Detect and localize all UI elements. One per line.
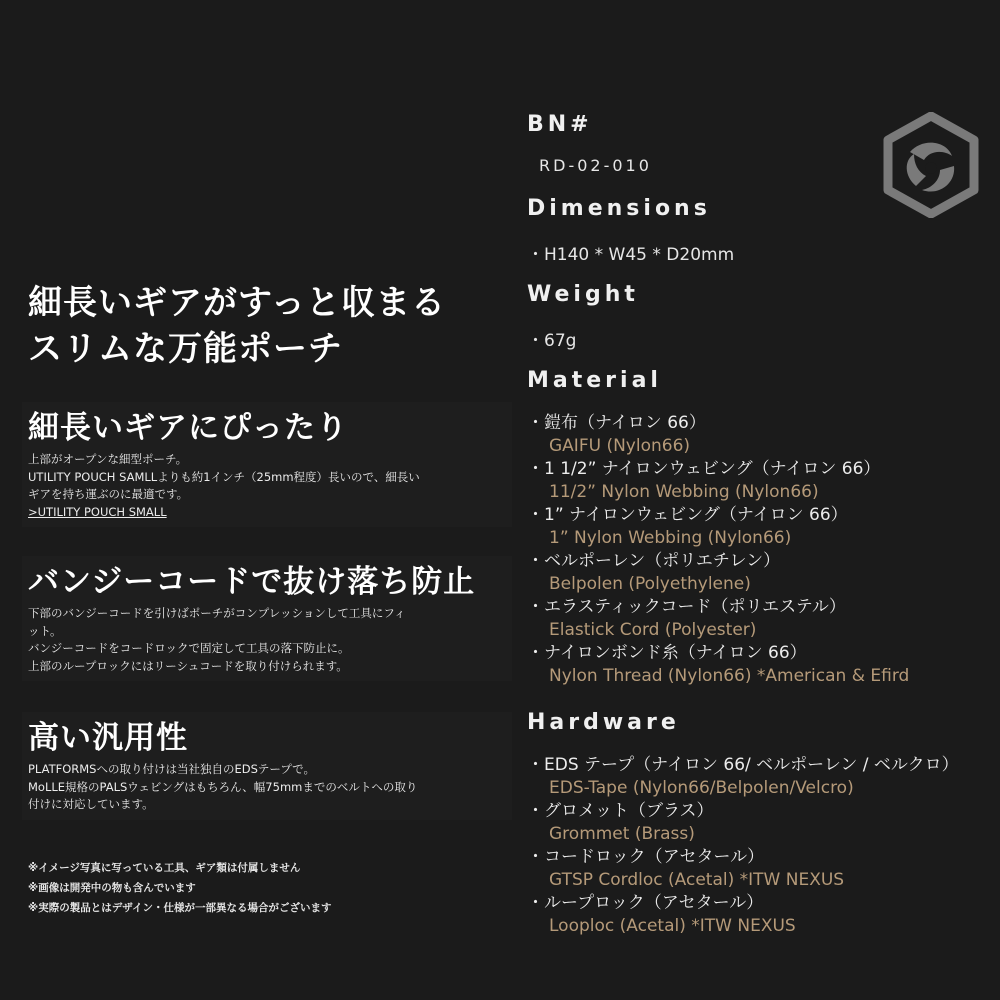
material-item (527, 550, 987, 596)
disclaimer-notes (28, 858, 331, 918)
material-en: Belpolen (Polyethylene) (549, 574, 751, 594)
body-line: MoLLE規格のPALSウェビングはもちろん、幅75mmまでのベルトへの取り (28, 779, 418, 794)
hardware-en: Grommet (Brass) (549, 824, 695, 844)
hardware-jp: ・グロメット（ブラス） (527, 801, 714, 821)
material-jp: ・鎧布（ナイロン 66） (527, 413, 706, 433)
spec-column (527, 108, 987, 938)
material-en: Elastick Cord (Polyester) (549, 620, 757, 640)
section-body (28, 605, 506, 675)
hardware-item (527, 754, 987, 800)
weight-heading: Weight (527, 282, 639, 307)
body-line: 上部のループロックにはリーシュコードを取り付けられます。 (28, 658, 348, 673)
product-headline (28, 280, 498, 372)
hardware-en: GTSP Cordloc (Acetal) *ITW NEXUS (549, 870, 845, 890)
material-heading: Material (527, 368, 662, 393)
feature-section-versatility (22, 712, 512, 820)
dimensions-heading: Dimensions (527, 196, 711, 221)
material-en: 1” Nylon Webbing (Nylon66) (549, 528, 792, 548)
material-jp: ・1” ナイロンウェビング（ナイロン 66） (527, 505, 848, 525)
material-en: 11/2” Nylon Webbing (Nylon66) (549, 482, 819, 502)
hardware-heading: Hardware (527, 710, 680, 735)
utility-pouch-small-link[interactable]: >UTILITY POUCH SMALL (28, 504, 167, 519)
section-body (28, 451, 506, 521)
section-title: 高い汎用性 (28, 720, 188, 756)
hardware-item (527, 892, 987, 938)
material-item (527, 458, 987, 504)
body-line: ット。 (28, 623, 62, 638)
hardware-jp: ・コードロック（アセタール） (527, 847, 765, 867)
body-line: 下部のバンジーコードを引けばポーチがコンプレッションして工具にフィ (28, 606, 406, 620)
hardware-item (527, 846, 987, 892)
body-line: 上部がオープンな細型ポーチ。 (28, 452, 188, 466)
weight-value: ・67g (527, 331, 577, 351)
body-line: バンジーコードをコードロックで固定して工具の落下防止に。 (28, 641, 350, 655)
material-jp: ・ナイロンボンド糸（ナイロン 66） (527, 643, 807, 663)
dimensions-value: ・H140 * W45 * D20mm (527, 245, 735, 265)
material-item (527, 504, 987, 550)
hardware-jp: ・ループロック（アセタール） (527, 893, 764, 913)
material-en: GAIFU (Nylon66) (549, 436, 691, 456)
hardware-jp: ・EDS テープ（ナイロン 66/ ベルポーレン / ベルクロ） (527, 755, 959, 775)
headline-line-1: 細長いギアがすっと収まる (28, 283, 446, 323)
feature-section-slim-fit (22, 402, 512, 527)
material-jp: ・1 1/2” ナイロンウェビング（ナイロン 66） (527, 459, 881, 479)
material-item (527, 412, 987, 458)
hardware-en: EDS-Tape (Nylon66/Belpolen/Velcro) (549, 778, 854, 798)
section-title: バンジーコードで抜け落ち防止 (28, 564, 476, 600)
body-line: UTILITY POUCH SAMLLよりも約1インチ（25mm程度）長いので、細長い (28, 469, 420, 484)
note-line: ※イメージ写真に写っている工具、ギア類は付属しません (28, 862, 301, 874)
section-title: 細長いギアにぴったり (28, 410, 348, 446)
hardware-list (527, 754, 987, 938)
material-jp: ・ベルポーレン（ポリエチレン） (527, 551, 781, 571)
note-line: ※実際の製品とはデザイン・仕様が一部異なる場合がございます (28, 902, 332, 914)
bn-heading: BN# (527, 112, 593, 137)
hardware-item (527, 800, 987, 846)
material-en: Nylon Thread (Nylon66) *American & Efird (549, 666, 910, 686)
body-line: 付けに対応しています。 (28, 797, 154, 811)
bn-value: RD-02-010 (539, 156, 652, 175)
material-list (527, 412, 987, 688)
feature-section-bungee-cord (22, 556, 512, 681)
hardware-en: Looploc (Acetal) *ITW NEXUS (549, 916, 796, 936)
material-item (527, 642, 987, 688)
headline-line-2: スリムな万能ポーチ (28, 329, 343, 369)
note-line: ※画像は開発中の物も含んでいます (28, 882, 196, 894)
body-line: ギアを持ち運ぶのに最適です。 (28, 487, 189, 501)
body-line: PLATFORMSへの取り付けは当社独自のEDSテープで。 (28, 762, 315, 776)
section-body (28, 761, 506, 814)
material-item (527, 596, 987, 642)
material-jp: ・エラスティックコード（ポリエステル） (527, 597, 846, 617)
